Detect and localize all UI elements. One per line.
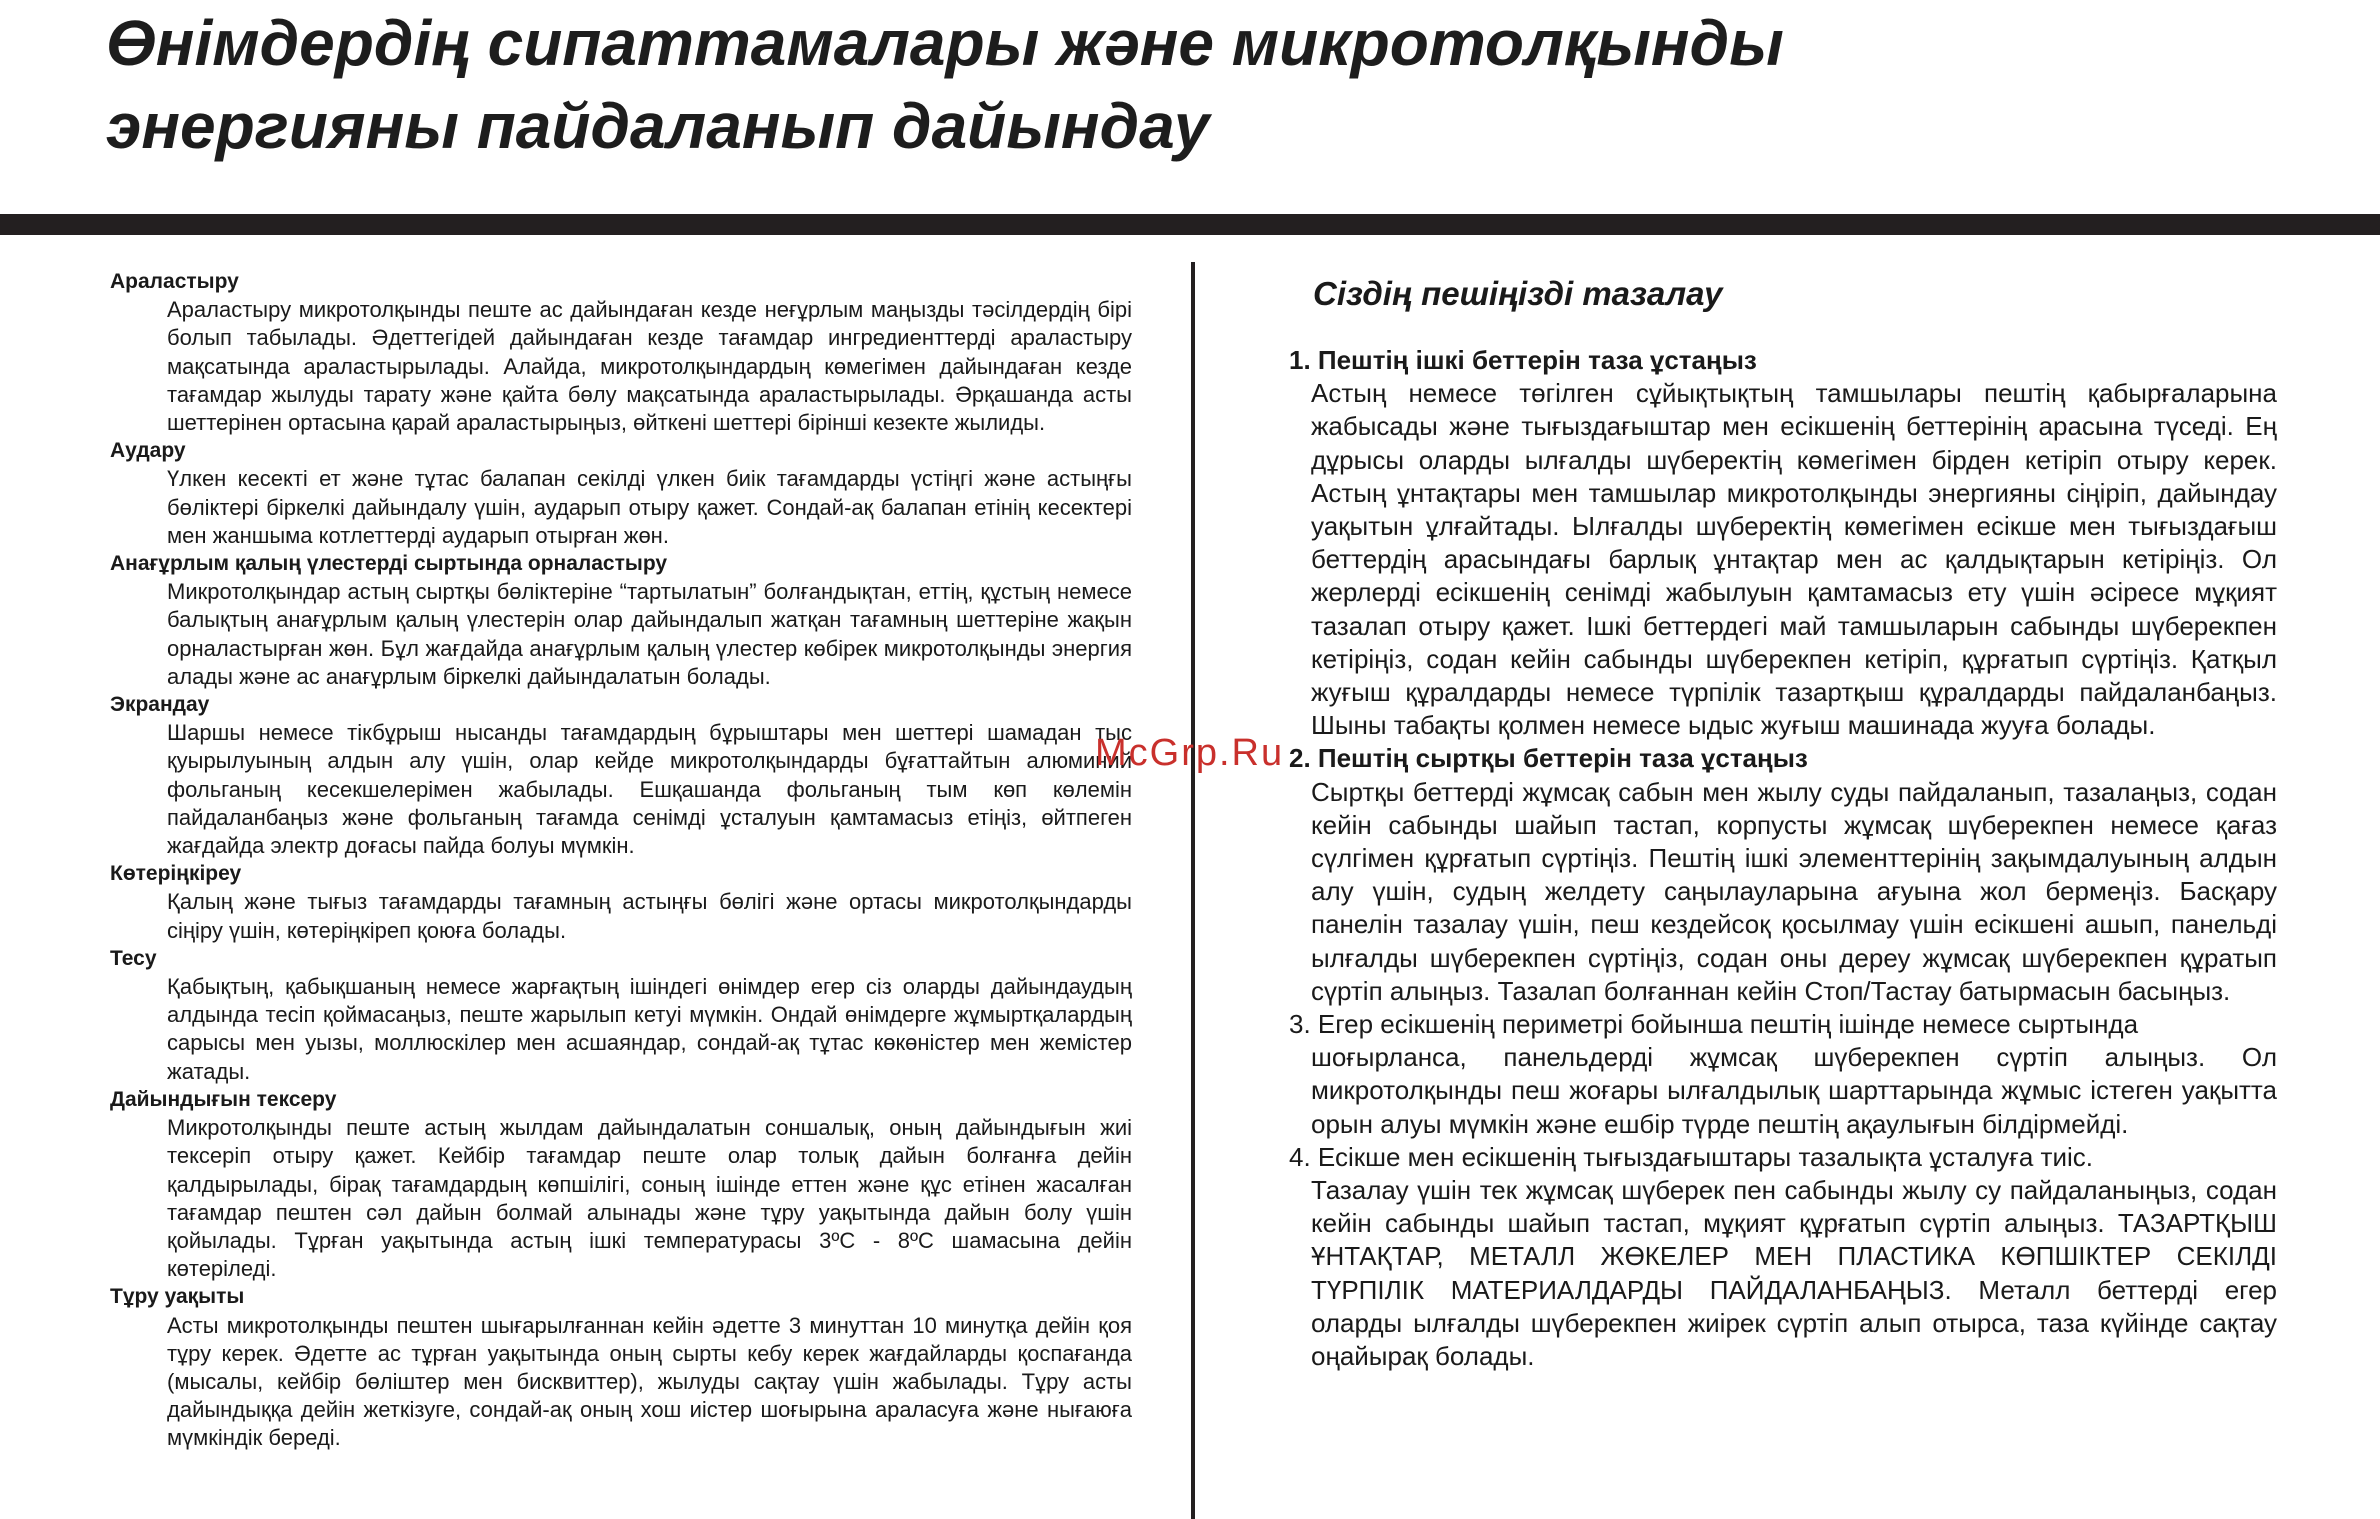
section-heading-doneness: Дайындығын тексеру xyxy=(110,1087,337,1111)
item-4-text: Тазалау үшін тек жұмсақ шүберек пен сабынды жылу су пайдаланыңыз, содан кейін сабынды шайып тастап, мұқият құрғатып сүртіп алыңыз. ТАЗАРТҚЫШ ҰНТАҚТАР, МЕТАЛЛ ЖӨКЕЛЕР МЕН ПЛАСТИКА КӨПШІКТЕР СЕКІЛДІ ТҮРПІЛІК МАТЕРИАЛДАРДЫ ПАЙДАЛАНБАҢЫЗ. Металл беттерді егер оларды ылғалды шүберекпен жиірек сүртіп алып отырса, таза күйінде сақтау оңайырақ болады. xyxy=(1311,1175,2277,1372)
column-divider xyxy=(1191,262,1195,1519)
section-text-shielding: Шаршы немесе тікбұрыш нысанды тағамдардың бұрыштары мен шеттері шамадан тыс қуырылуының алдын алу үшін, олар кейде микротолқындарды бұғаттайтын алюминий фольганың кесекшелерімен жабылады. Ешқашанда фольганың тым көп көлемін пайдаланбаңыз және фольганың тағамда сенімді ұсталуын қамтамасыз етіңіз, өйтпеген жағдайда электр доғасы пайда болуы мүмкін. xyxy=(167,720,1132,859)
watermark: McGrp.Ru xyxy=(1095,732,1285,774)
section-heading-mixing: Араластыру xyxy=(110,270,239,293)
page-title-line-1: Өнімдердің сипаттамалары және микротолқынды xyxy=(106,7,1784,79)
section-text-mixing: Араластыру микротолқынды пеште ас дайындаған кезде неғұрлым маңызды тәсілдердің бірі болып табылады. Әдеттегідей дайындаған кезде тағамдар ингредиенттерді араластыру мақсатында араластырылады. Алайда, микротолқындардың көмегімен дайындаған кезде тағамдар жылуды тарату және қайта бөлу мақсатында араластырылады. Әрқашанда асты шеттерінен ортасына қарай араластырыңыз, өйткені шеттері бірінші кезекте жылиды. xyxy=(167,297,1132,436)
item-4-first-line: 4. Есікше мен есікшенің тығыздағыштары тазалықта ұсталуға тиіс. xyxy=(1289,1141,2093,1172)
section-heading-shielding: Экрандау xyxy=(110,693,210,717)
section-text-elevating: Қалың және тығыз тағамдарды тағамның астыңғы бөлігі және ортасы микротолқындарды сіңіру үшін, көтеріңкіреп қоюға болады. xyxy=(167,889,1132,943)
page-title-line-2: энергияны пайдаланып дайындау xyxy=(106,90,1210,162)
header-divider-band xyxy=(0,214,2380,235)
section-heading-standing-time: Тұру уақыты xyxy=(110,1285,245,1309)
section-text-doneness: Микротолқынды пеште астың жылдам дайындалатын соншалық, оның дайындығын жиі тексеріп отыру қажет. Кейбір тағамдар пеште олар толық дайын болғанға дейін қалдырылады, бірақ тағамдардың көпшілігі, соның ішінде еттен және құс етінен жасалған тағамдар пештен сәл дайын болмай алынады және тұру уақытында дайын болу үшін қойылады. Тұрған уақытында астың ішкі температурасы 3ºC - 8ºC шамасына дейін көтеріледі. xyxy=(167,1115,1132,1282)
item-2-text: Сыртқы беттерді жұмсақ сабын мен жылу суды пайдаланып, тазалаңыз, содан кейін сабынды шайып тастап, корпусты жұмсақ шүберекпен немесе қағаз сүлгімен құрғатып сүртіңіз. Пештің ішкі элементтерінің зақымдалуының алдын алу үшін, судың желдету саңылауларына ағуына жол бермеңіз. Басқару панелін тазалау үшін, пеш кездейсоқ қосылмау үшін есікшені ашып, панельді ылғалды шүберекпен сүртіңіз, содан оны дереу жұмсақ шүберекпен құратып сүртіп алыңыз. Тазалап болғаннан кейін Стоп/Тастау батырмасын басыңыз. xyxy=(1311,776,2277,1006)
page-title xyxy=(106,2,2306,168)
section-text-thick-pieces: Микротолқындар астың сыртқы бөліктеріне “тартылатын” болғандықтан, еттің, құстың немесе балықтың анағұрлым қалың үлестерін олар дайындалып жатқан тағамның шеттеріне жақын орналастырған жөн. Бұл жағдайда анағұрлым қалың үлестер көбірек микротолқынды энергия алады және ас анағұрлым біркелкі дайындалатын болады. xyxy=(167,579,1132,689)
left-column xyxy=(110,268,1132,1453)
item-1-heading: 1. Пештің ішкі беттерін таза ұстаңыз xyxy=(1289,345,1757,375)
item-1-text: Астың немесе төгілген сұйықтықтың тамшылары пештің қабырғаларына жабысады және тығыздағыштар мен есікшенің беттерінің арасына түседі. Ең дұрысы оларды ылғалды шүберектің көмегімен бірден кетіріп отыру керек. Астың ұнтақтары мен тамшылар микротолқынды энергияны сіңіріп, дайындау уақытын ұлғайтады. Ылғалды шүберектің көмегімен есікше мен тығыздағыш беттердің арасындағы барлық ұнтақтар мен ас қалдықтарын кетіріңіз. Ол жерлерді есікшенің сенімді жабылуын қамтамасыз ету үшін әсіресе мұқият тазалап отыру қажет. Ішкі беттердегі май тамшыларын сабынды шүберекпен кетіріңіз, содан кейін сабынды шүберекпен кетіріп, құрғатып сүртіңіз. Қатқыл жуғыш құралдарды немесе түрпілік тазартқыш құралдарды пайдаланбаңыз. Шыны табақты қолмен немесе ыдыс жуғыш машинада жууға болады. xyxy=(1311,378,2277,741)
section-text-turning: Үлкен кесекті ет және тұтас балапан секілді үлкен биік тағамдарды үстіңгі және астыңғы бөліктері біркелкі дайындалу үшін, аударып отыру қажет. Сондай-ақ балапан етінің кесектері мен жаншыма котлеттерді аударып отырған жөн. xyxy=(167,466,1132,548)
section-heading-turning: Аудару xyxy=(110,439,186,463)
cleaning-title: Сіздің пешіңізді тазалау xyxy=(1313,275,1723,312)
section-heading-thick-pieces: Анағұрлым қалың үлестерді сыртында орналастыру xyxy=(110,552,668,576)
right-column xyxy=(1289,264,2277,1373)
item-3-text: шоғырланса, панельдерді жұмсақ шүберекпен сүртіп алыңыз. Ол микротолқынды пеш жоғары ылғалдылық шарттарында жұмыс істеген уақытта орын алуы мүмкін және ешбір түрде пештің ақаулығын білдірмейді. xyxy=(1311,1042,2277,1139)
section-heading-piercing: Тесу xyxy=(110,946,157,970)
item-2-heading: 2. Пештің сыртқы беттерін таза ұстаңыз xyxy=(1289,743,1808,774)
item-3 xyxy=(1289,1008,2277,1141)
section-text-standing-time: Асты микротолқынды пештен шығарылғаннан кейін әдетте 3 минуттан 10 минутқа дейін қоя тұру керек. Әдетте ас тұрған уақытында оның сырты кебу керек жағдайларды қоспағанда (мысалы, кейбір бөліштер мен бисквиттер), жылуды сақтау үшін жабылады. Тұру асты дайындыққа дейін жеткізуге, сондай-ақ оның хош иістер шоғырына араласуға және нығаюға мүмкіндік береді. xyxy=(167,1312,1132,1451)
section-heading-elevating: Көтеріңкіреу xyxy=(110,862,242,886)
item-3-first-line: 3. Егер есікшенің периметрі бойынша пештің ішінде немесе сыртында xyxy=(1289,1009,2139,1040)
section-text-piercing: Қабықтың, қабықшаның немесе жарғақтың ішіндегі өнімдер егер сіз оларды дайындаудың алдында тесіп қоймасаңыз, пеште жарылып кетуі мүмкін. Ондай өнімдерге жұмыртқалардың сарысы мен уызы, моллюскілер мен асшаяндар, сондай-ақ тұтас көкөністер мен жемістер жатады. xyxy=(167,974,1132,1084)
item-4 xyxy=(1289,1141,2277,1373)
